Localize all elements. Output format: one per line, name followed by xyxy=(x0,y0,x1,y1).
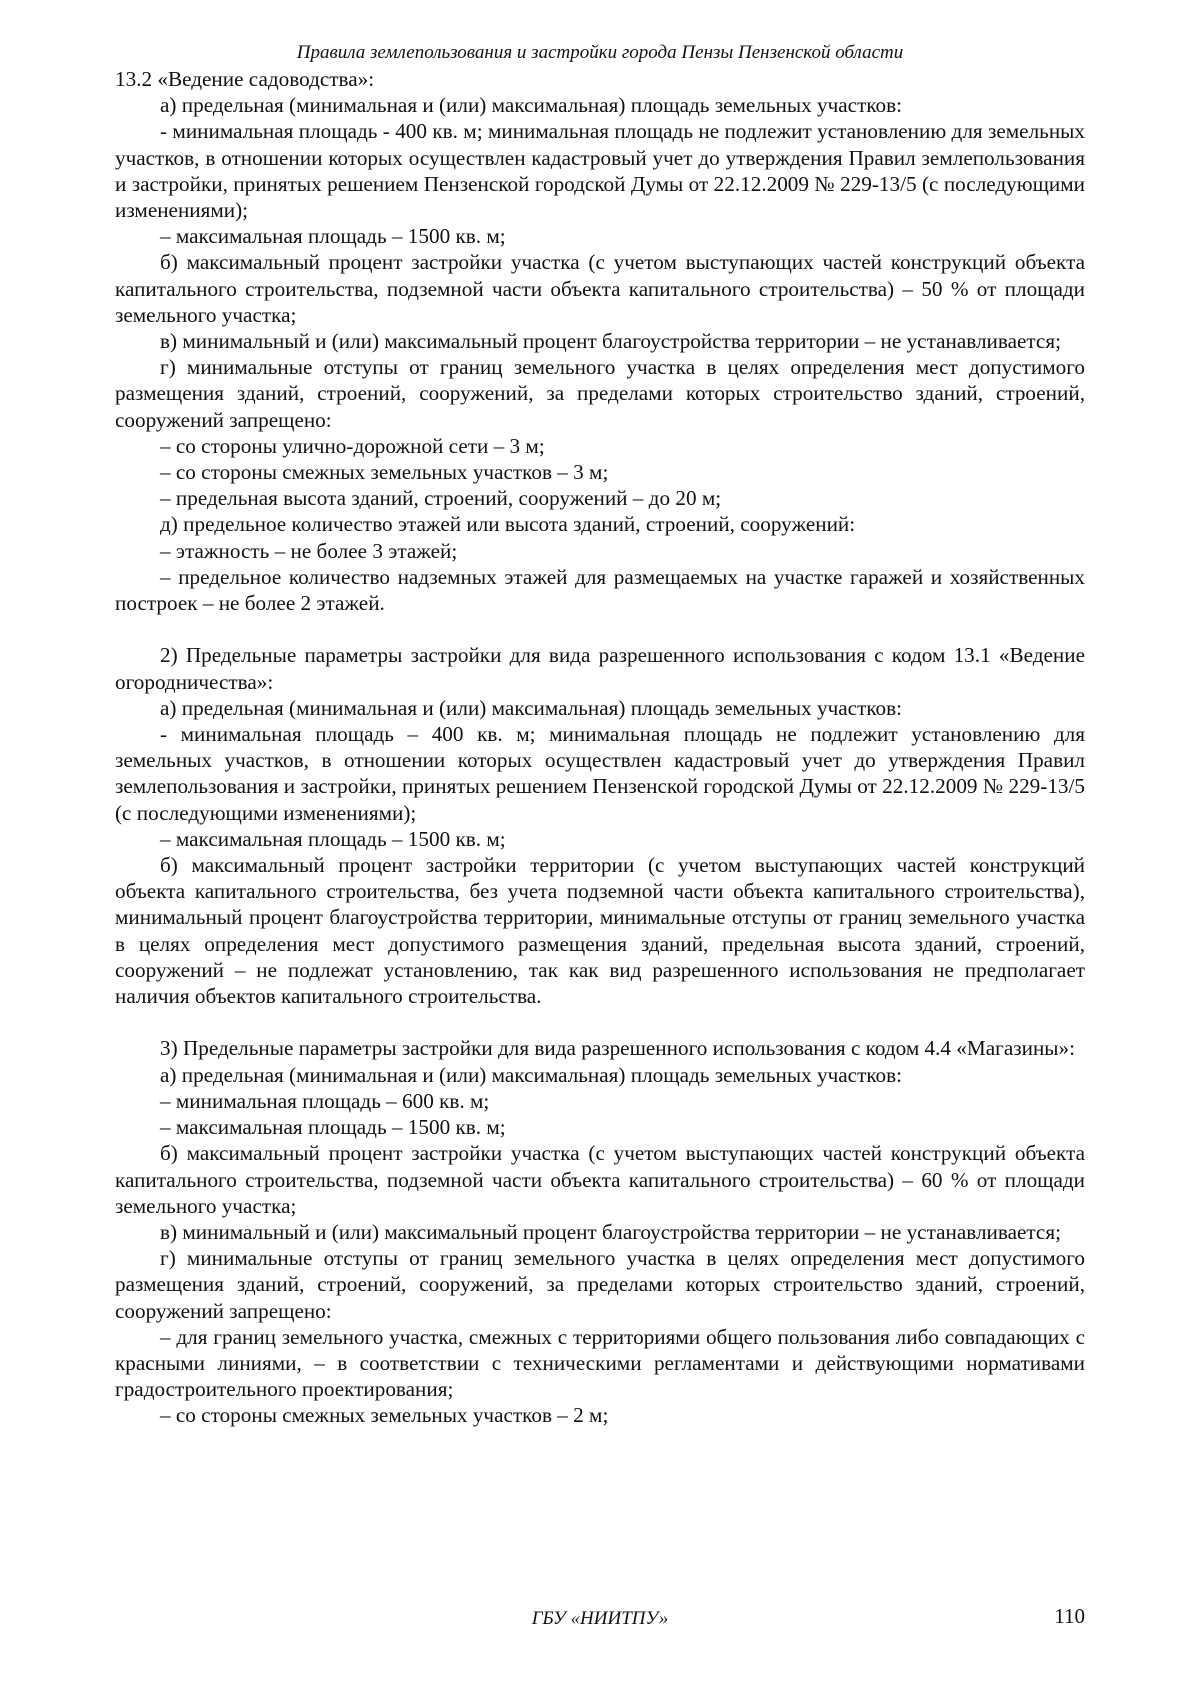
paragraph: в) минимальный и (или) максимальный процент благоустройства территории – не устанавливается; xyxy=(160,1219,1061,1244)
paragraph: д) предельное количество этажей или высота зданий, строений, сооружений: xyxy=(160,512,856,537)
paragraph: г) минимальные отступы от границ земельного участка в целях определения мест допустимого размещения зданий, строений, сооружений, за пределами которых строительство зданий, строений, сооружений запрещено: xyxy=(115,1246,1085,1323)
paragraph: а) предельная (минимальная и (или) максимальная) площадь земельных участков: xyxy=(160,695,903,720)
paragraph: – со стороны смежных земельных участков – 2 м; xyxy=(160,1403,609,1428)
paragraph: – со стороны смежных земельных участков – 3 м; xyxy=(160,460,609,485)
paragraph-gap xyxy=(115,616,1085,642)
running-footer: ГБУ «НИИТПУ» xyxy=(531,1608,669,1629)
paragraph: 2) Предельные параметры застройки для вида разрешенного использования с кодом 13.1 «Ведение огородничества»: xyxy=(115,643,1085,694)
paragraph: - минимальная площадь – 400 кв. м; минимальная площадь не подлежит установлению для земельных участков, в отношении которых осуществлен кадастровый учет до утверждения Правил землепользования и застройки, принятых решением Пензенской городской Думы от 22.12.2009 № 229-13/5 (с последующими изменениями); xyxy=(115,722,1085,825)
paragraph: 3) Предельные параметры застройки для вида разрешенного использования с кодом 4.4 «Магазины»: xyxy=(160,1036,1076,1061)
paragraph: – максимальная площадь – 1500 кв. м; xyxy=(160,826,506,851)
paragraph: б) максимальный процент застройки территории (с учетом выступающих частей конструкций объекта капитального строительства, без учета подземной части объекта капитального строительства), минимальный процент благоустройства территории, минимальные отступы от границ земельного участка в целях определения мест допустимого размещения зданий, предельная высота зданий, строений, сооружений – не подлежат установлению, так как вид разрешенного использования не предполагает наличия объектов капитального строительства. xyxy=(115,853,1085,1009)
paragraph: – предельное количество надземных этажей для размещаемых на участке гаражей и хозяйственных построек – не более 2 этажей. xyxy=(115,564,1085,616)
paragraph: – предельная высота зданий, строений, сооружений – до 20 м; xyxy=(160,486,722,511)
paragraph: - минимальная площадь - 400 кв. м; минимальная площадь не подлежит установлению для земельных участков, в отношении которых осуществлен кадастровый учет до утверждения Правил землепользования и застройки, принятых решением Пензенской городской Думы от 22.12.2009 № 229-13/5 (с последующими изменениями); xyxy=(115,119,1085,223)
running-header: Правила землепользования и застройки города Пензы Пензенской области xyxy=(296,42,904,63)
paragraph: б) максимальный процент застройки участка (с учетом выступающих частей конструкций объекта капитального строительства, подземной части объекта капитального строительства) – 50 % от площади земельного участка; xyxy=(115,250,1085,327)
paragraph: – этажность – не более 3 этажей; xyxy=(160,538,458,563)
paragraph: а) предельная (минимальная и (или) максимальная) площадь земельных участков: xyxy=(160,1062,903,1087)
paragraph: – для границ земельного участка, смежных с территориями общего пользования либо совпадающих с красными линиями, – в соответствии с техническими регламентами и действующими нормативами градостроительного проектирования; xyxy=(115,1324,1085,1402)
page-number: 110 xyxy=(1054,1604,1085,1628)
paragraph-gap xyxy=(115,1009,1085,1035)
paragraph: г) минимальные отступы от границ земельного участка в целях определения мест допустимого размещения зданий, строений, сооружений, за пределами которых строительство зданий, строений, сооружений запрещено: xyxy=(115,355,1085,432)
paragraph: – со стороны улично-дорожной сети – 3 м; xyxy=(160,433,545,458)
paragraph: а) предельная (минимальная и (или) максимальная) площадь земельных участков: xyxy=(160,93,903,118)
paragraph: б) максимальный процент застройки участка (с учетом выступающих частей конструкций объекта капитального строительства, подземной части объекта капитального строительства) – 60 % от площади земельного участка; xyxy=(115,1141,1085,1218)
document-body xyxy=(115,66,1085,1429)
paragraph: – минимальная площадь – 600 кв. м; xyxy=(160,1088,490,1113)
paragraph: 13.2 «Ведение садоводства»: xyxy=(115,67,375,91)
paragraph: в) минимальный и (или) максимальный процент благоустройства территории – не устанавливается; xyxy=(160,329,1061,354)
paragraph: – максимальная площадь – 1500 кв. м; xyxy=(160,224,506,249)
paragraph: – максимальная площадь – 1500 кв. м; xyxy=(160,1115,506,1140)
